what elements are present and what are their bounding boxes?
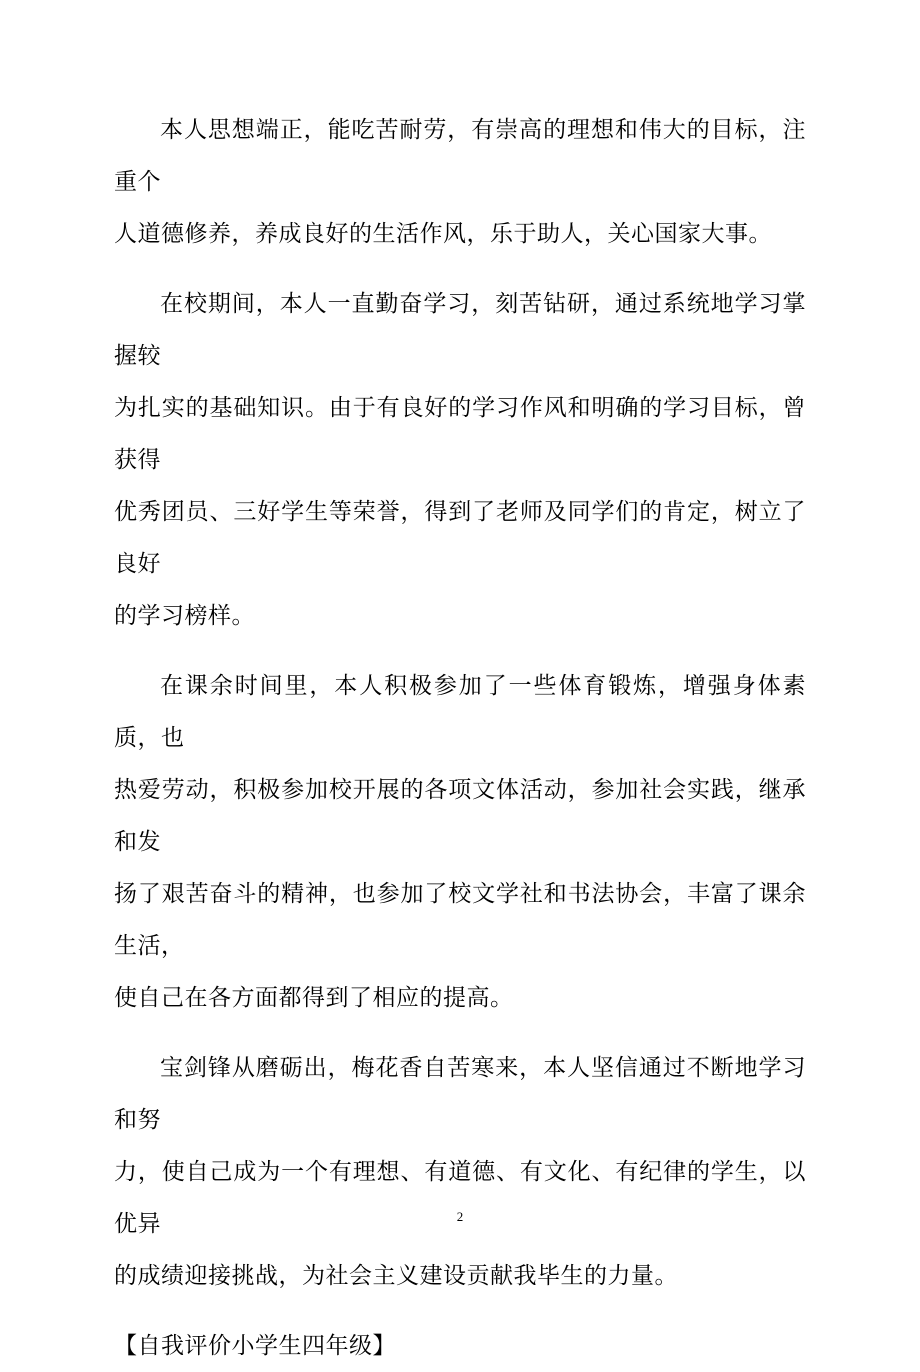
paragraph-4 <box>114 1042 806 1302</box>
document-body <box>114 104 806 1372</box>
paragraph-2 <box>114 278 806 642</box>
paragraph-3 <box>114 660 806 1024</box>
section-heading: 【自我评价小学生四年级】 <box>114 1333 396 1359</box>
paragraph-1 <box>114 104 806 260</box>
paragraph-line: 的学习榜样。 <box>114 603 255 629</box>
paragraph-line: 在课余时间里，本人积极参加了一些体育锻炼，增强身体素质，也 <box>114 673 806 751</box>
paragraph-line: 优秀团员、三好学生等荣誉，得到了老师及同学们的肯定，树立了良好 <box>114 499 806 577</box>
paragraph-line: 扬了艰苦奋斗的精神，也参加了校文学社和书法协会，丰富了课余生活， <box>114 881 806 959</box>
paragraph-line: 人道德修养，养成良好的生活作风，乐于助人，关心国家大事。 <box>114 221 772 247</box>
paragraph-line: 热爱劳动，积极参加校开展的各项文体活动，参加社会实践，继承和发 <box>114 777 806 855</box>
paragraph-line: 在校期间，本人一直勤奋学习，刻苦钻研，通过系统地学习掌握较 <box>114 291 806 369</box>
paragraph-line: 本人思想端正，能吃苦耐劳，有崇高的理想和伟大的目标，注重个 <box>114 117 806 195</box>
paragraph-line: 力，使自己成为一个有理想、有道德、有文化、有纪律的学生，以优异 <box>114 1159 806 1237</box>
paragraph-line: 宝剑锋从磨砺出，梅花香自苦寒来，本人坚信通过不断地学习和努 <box>114 1055 806 1133</box>
page-number: 2 <box>456 1209 464 1224</box>
paragraph-line: 为扎实的基础知识。由于有良好的学习作风和明确的学习目标，曾获得 <box>114 395 806 473</box>
paragraph-line: 的成绩迎接挑战，为社会主义建设贡献我毕生的力量。 <box>114 1263 678 1289</box>
paragraph-line: 使自己在各方面都得到了相应的提高。 <box>114 985 514 1011</box>
